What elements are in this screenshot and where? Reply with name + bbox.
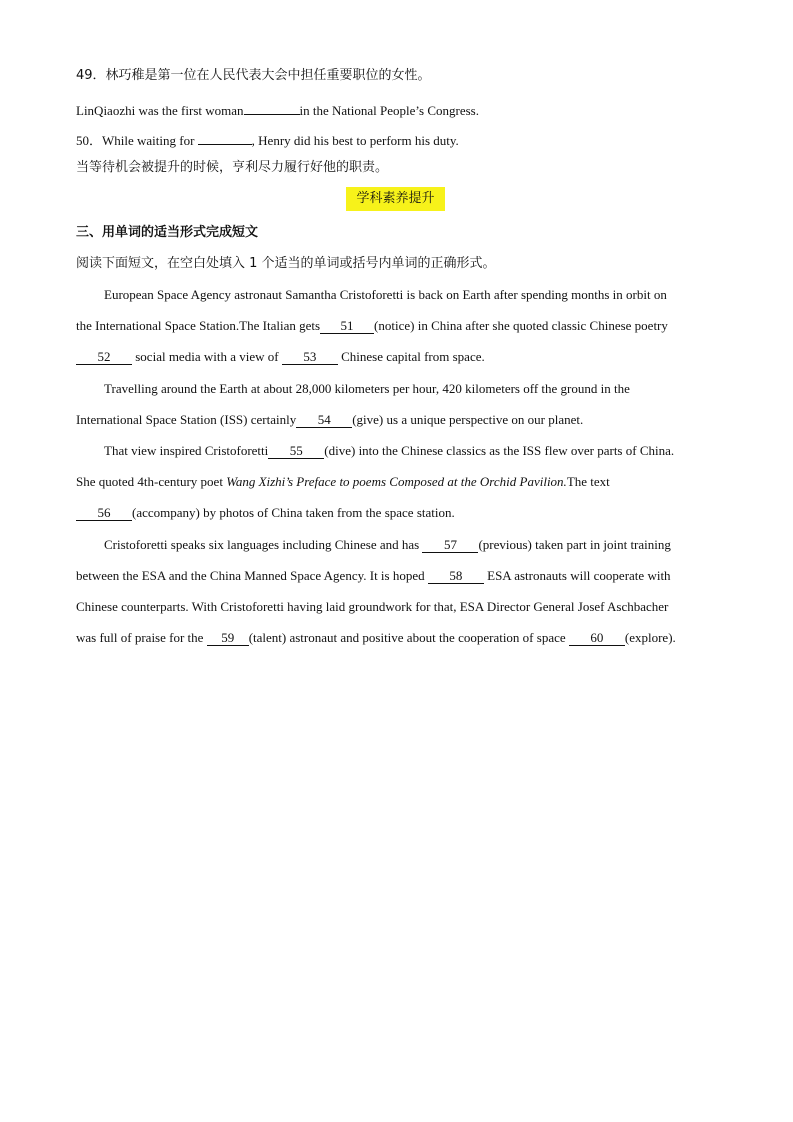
passage-p1-line3 (76, 349, 485, 365)
passage-text: the International Space Station.The Italian gets (76, 318, 321, 333)
passage-p2-line1: Travelling around the Earth at about 28,000 kilometers per hour, 420 kilometers off the ground in the (104, 381, 630, 396)
passage-p4-line3: Chinese counterparts. With Cristoforetti having laid groundwork for that, ESA Director General Josef Aschbacher (76, 599, 669, 614)
passage-p4-line2 (76, 568, 671, 584)
passage-p2-line2 (76, 412, 583, 428)
passage-text: (explore). (624, 630, 676, 645)
poem-title: Wang Xizhi’s Preface to poems Composed at the Orchid Pavilion. (226, 474, 567, 489)
passage-text: was full of praise for the (76, 630, 207, 645)
q50-blank[interactable] (198, 130, 252, 145)
passage-p3-line3 (76, 505, 455, 521)
blank-57[interactable]: 57 (422, 538, 478, 553)
passage-p1-line2 (76, 318, 668, 334)
passage-p4-line4 (76, 630, 676, 646)
blank-60[interactable]: 60 (569, 631, 625, 646)
blank-55[interactable]: 55 (268, 444, 324, 459)
passage-text: Cristoforetti speaks six languages including Chinese and has (104, 537, 423, 552)
section-banner: 学科素养提升 (346, 187, 445, 211)
blank-51[interactable]: 51 (320, 319, 374, 334)
passage-p1-line1: European Space Agency astronaut Samantha Cristoforetti is back on Earth after spending months in orbit on (104, 287, 667, 302)
passage-text: social media with a view of (132, 349, 282, 364)
blank-53[interactable]: 53 (282, 350, 338, 365)
passage-text: Chinese capital from space. (337, 349, 485, 364)
q50-english-before: 50．While waiting for (76, 133, 198, 148)
blank-59[interactable]: 59 (207, 631, 249, 646)
blank-52[interactable]: 52 (76, 350, 132, 365)
section-heading: 三、用单词的适当形式完成短文 (76, 225, 259, 240)
blank-54[interactable]: 54 (296, 413, 352, 428)
passage-text: (give) us a unique perspective on our planet. (352, 412, 584, 427)
q49-english (76, 100, 479, 119)
passage-text: (accompany) by photos of China taken from the space station. (132, 505, 455, 520)
blank-58[interactable]: 58 (428, 569, 484, 584)
passage-text: That view inspired Cristoforetti (104, 443, 269, 458)
blank-56[interactable]: 56 (76, 506, 132, 521)
instruction-text: 阅读下面短文，在空白处填入 1 个适当的单词或括号内单词的正确形式。 (76, 256, 496, 271)
passage-text: The text (566, 474, 610, 489)
passage-text: ESA astronauts will cooperate with (483, 568, 671, 583)
q49-chinese: 49．林巧稚是第一位在人民代表大会中担任重要职位的女性。 (76, 68, 431, 83)
passage-p3-line2 (76, 474, 610, 490)
q50-english-after: , Henry did his best to perform his duty. (251, 133, 459, 148)
passage-text: (talent) astronaut and positive about the cooperation of space (248, 630, 569, 645)
q49-english-before: LinQiaozhi was the first woman (76, 103, 244, 118)
passage-text: (notice) in China after she quoted classic Chinese poetry (374, 318, 668, 333)
passage-text: (previous) taken part in joint training (478, 537, 671, 552)
passage-text: (dive) into the Chinese classics as the ISS flew over parts of China. (324, 443, 675, 458)
q49-blank[interactable] (244, 100, 300, 115)
q49-english-after: in the National People’s Congress. (299, 103, 479, 118)
passage-p3-line1 (104, 443, 674, 459)
passage-text: She quoted 4th-century poet (76, 474, 227, 489)
passage-p4-line1 (104, 537, 671, 553)
passage-text: between the ESA and the China Manned Space Agency. It is hoped (76, 568, 428, 583)
q50-english (76, 130, 459, 149)
passage-text: International Space Station (ISS) certainly (76, 412, 297, 427)
q50-chinese: 当等待机会被提升的时候，亨利尽力履行好他的职责。 (76, 160, 389, 175)
